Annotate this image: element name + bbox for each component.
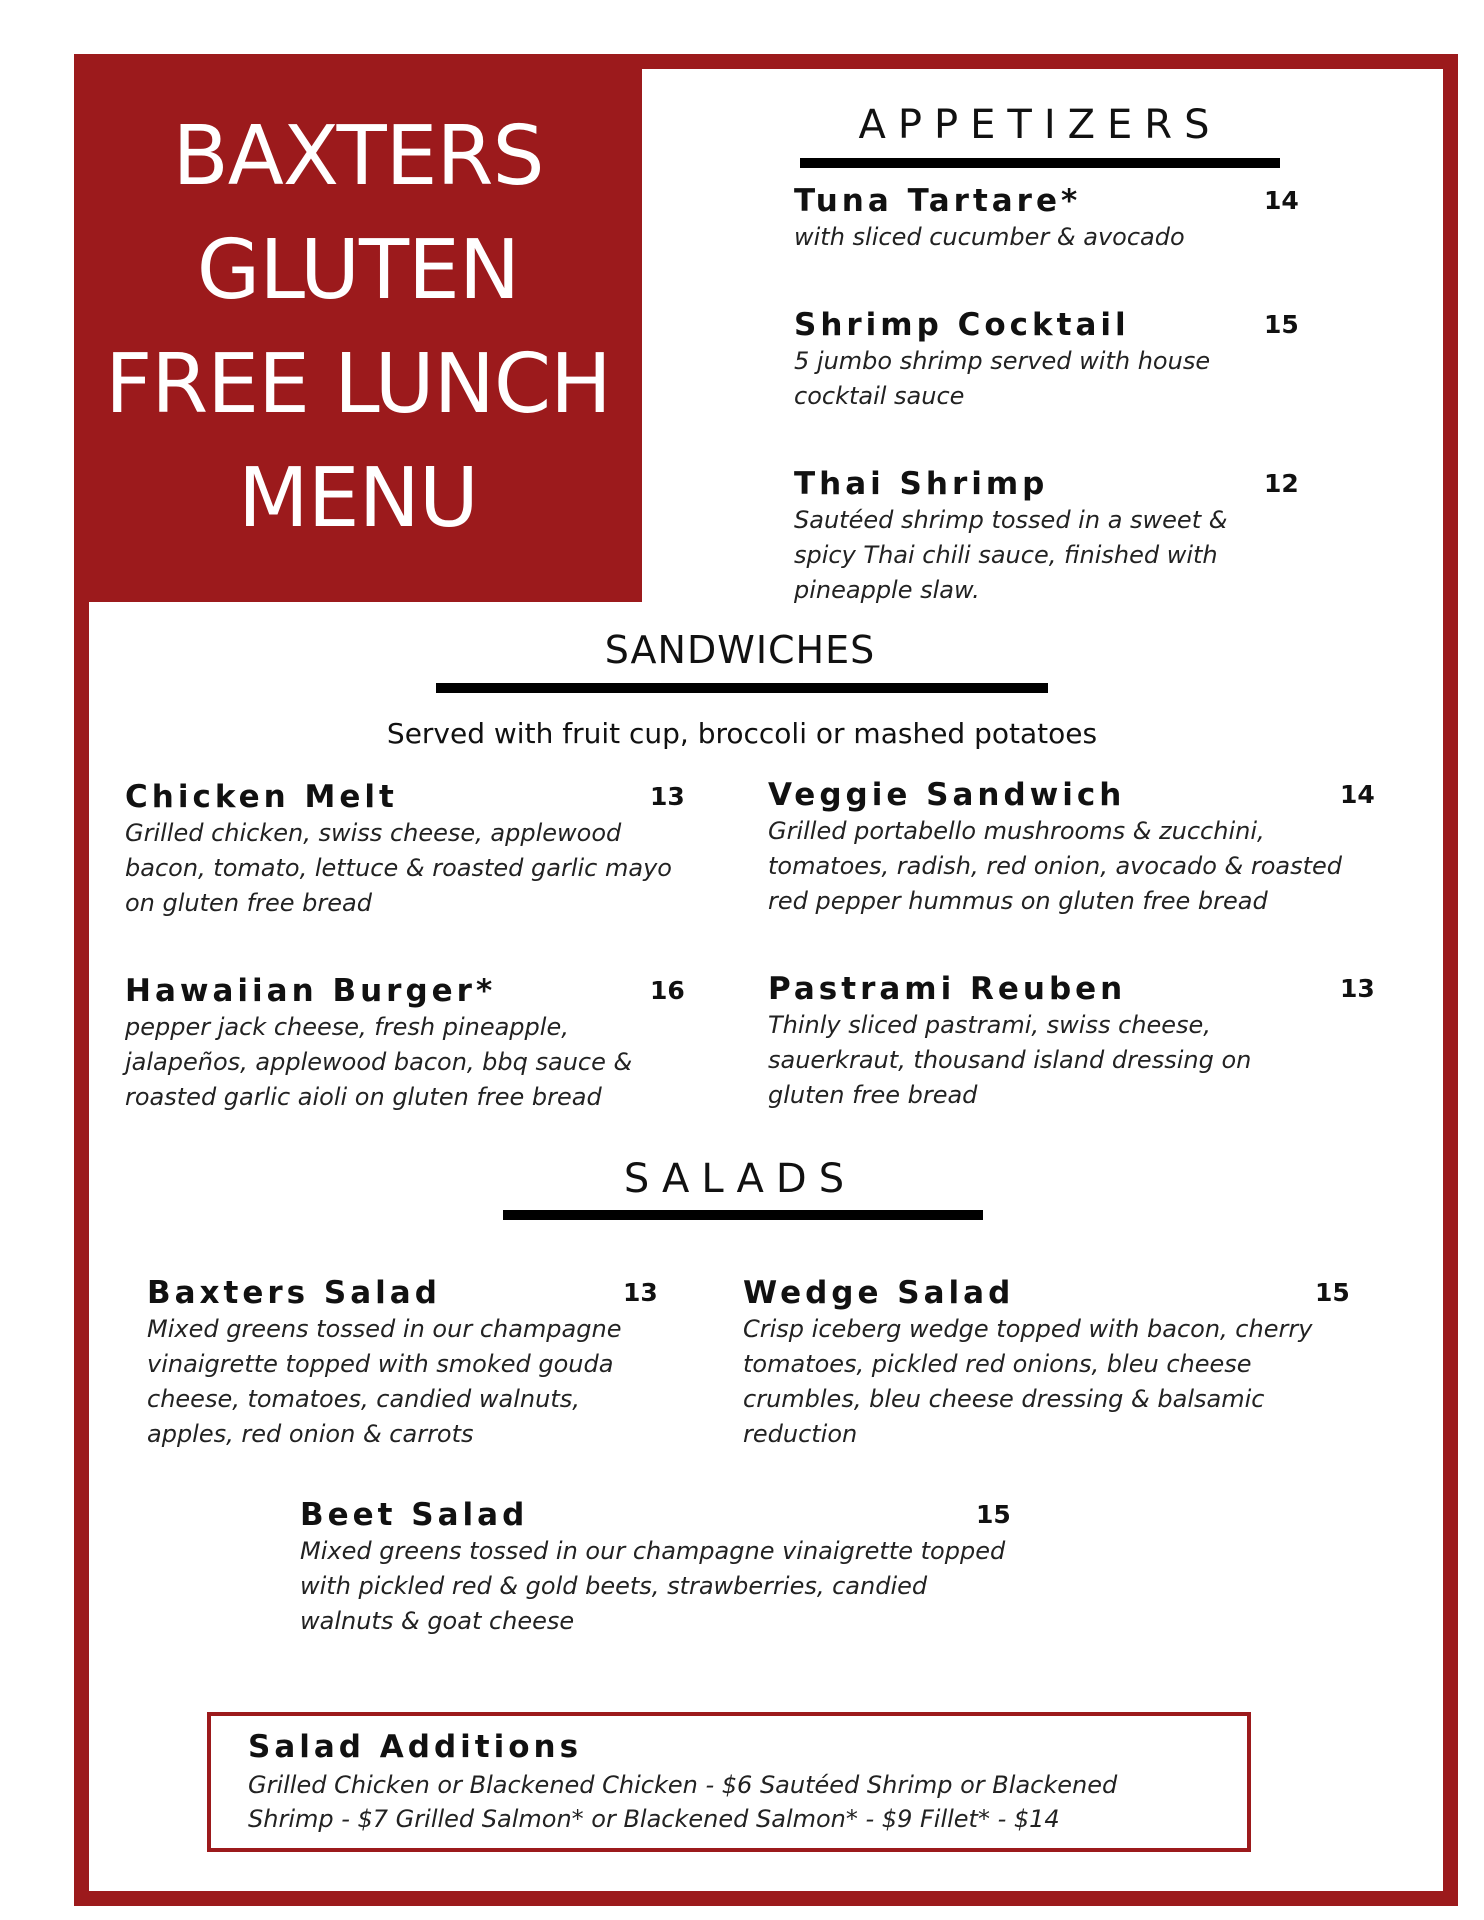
menu-item-tuna-tartare [794,182,1299,255]
item-name: Shrimp Cocktail [794,307,1130,343]
menu-item-wedge-salad [743,1274,1363,1452]
additions-title: Salad Additions [248,1729,583,1765]
item-price: 16 [650,976,685,1005]
menu-item-hawaiian-burger [125,972,685,1115]
item-name: Baxters Salad [147,1275,441,1311]
item-name: Hawaiian Burger* [125,973,497,1009]
item-price: 13 [1340,974,1375,1003]
additions-description: Grilled Chicken or Blackened Chicken - $6 Sautéed Shrimp or Blackened Shrimp - $7 Grilled Salmon* or Blackened Salmon* - $9 Fillet* - $14 [248,1771,1118,1833]
menu-title-line: BAXTERS [172,109,544,204]
item-name: Beet Salad [300,1497,529,1533]
item-description: Mixed greens tossed in our champagne vinaigrette topped with smoked gouda cheese, tomatoes, candied walnuts, apples, red onion & carrots [147,1315,622,1448]
menu-item-pastrami-reuben [768,970,1388,1113]
item-description: Grilled chicken, swiss cheese, applewood bacon, tomato, lettuce & roasted garlic mayo on gluten free bread [125,819,672,917]
menu-item-shrimp-cocktail [794,306,1299,414]
menu-item-thai-shrimp [794,465,1299,608]
item-price: 12 [1264,469,1299,498]
menu-item-baxters-salad [147,1274,677,1452]
sandwiches-heading: SANDWICHES [604,628,876,672]
menu-item-veggie-sandwich [768,776,1388,919]
item-price: 14 [1264,186,1299,215]
item-price: 14 [1340,780,1375,809]
item-name: Tuna Tartare* [794,183,1082,219]
item-name: Pastrami Reuben [768,971,1127,1007]
item-description: pepper jack cheese, fresh pineapple, jalapeños, applewood bacon, bbq sauce & roasted garlic aioli on gluten free bread [125,1013,633,1111]
item-price: 15 [976,1500,1011,1529]
item-description: with sliced cucumber & avocado [794,223,1185,251]
menu-title-line: FREE LUNCH [105,337,611,432]
appetizers-heading: APPETIZERS [858,102,1222,148]
item-description: Crisp iceberg wedge topped with bacon, cherry tomatoes, pickled red onions, bleu cheese crumbles, bleu cheese dressing & balsamic reduction [743,1315,1313,1448]
item-price: 13 [623,1278,658,1307]
item-description: Grilled portabello mushrooms & zucchini, tomatoes, radish, red onion, avocado & roasted red pepper hummus on gluten free bread [768,817,1343,915]
menu-title-block [74,54,642,602]
item-price: 13 [650,782,685,811]
item-description: Mixed greens tossed in our champagne vinaigrette topped with pickled red & gold beets, strawberries, candied walnuts & goat cheese [300,1537,1006,1635]
item-name: Veggie Sandwich [768,777,1126,813]
item-description: Sautéed shrimp tossed in a sweet & spicy Thai chili sauce, finished with pineapple slaw. [794,506,1228,604]
appetizers-rule [800,158,1280,168]
sandwiches-rule [436,683,1048,693]
menu-item-chicken-melt [125,778,685,921]
item-name: Thai Shrimp [794,466,1049,502]
item-name: Chicken Melt [125,779,398,815]
menu-item-beet-salad [300,1496,1020,1639]
item-price: 15 [1264,310,1299,339]
menu-title-line: GLUTEN [196,223,520,318]
item-price: 15 [1315,1278,1350,1307]
item-name: Wedge Salad [743,1275,1015,1311]
salads-rule [503,1210,983,1220]
item-description: 5 jumbo shrimp served with house cocktail sauce [794,347,1211,410]
salad-additions-box [207,1712,1251,1852]
sandwiches-subtitle: Served with fruit cup, broccoli or mashed potatoes [386,717,1098,750]
item-description: Thinly sliced pastrami, swiss cheese, sauerkraut, thousand island dressing on gluten free bread [768,1011,1252,1109]
salads-heading: SALADS [623,1156,857,1202]
menu-title-line: MENU [238,451,478,546]
